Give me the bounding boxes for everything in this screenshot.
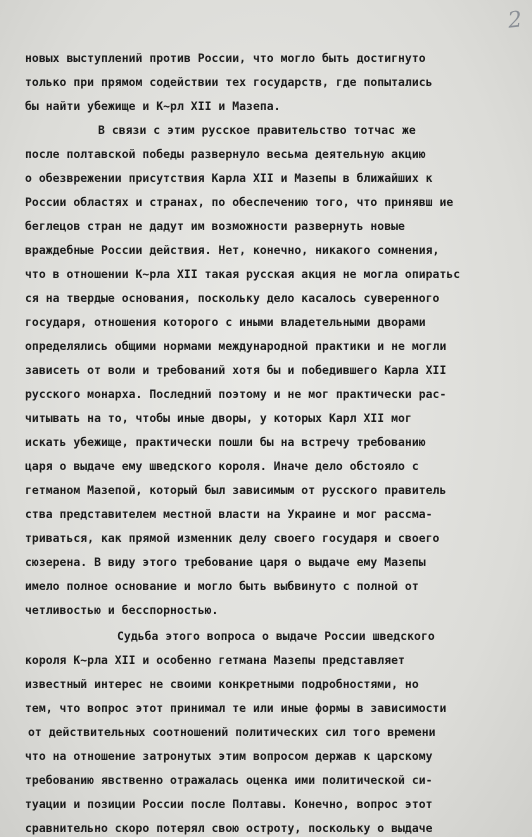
text-line: туации и позиции России после Полтавы. Конечно, вопрос этот [25,797,433,811]
page-number: 2 [506,7,524,34]
text-line: триваться, как прямой изменник делу своего государя и своего [25,531,440,545]
text-line: беглецов стран не дадут им возможности развернуть новые [25,219,405,233]
text-line: известный интерес не своими конкретными подробностями, но [25,677,419,691]
text-line: царя о выдаче ему шведского короля. Иначе дело обстояло с [25,459,419,473]
text-line: сравнительно скоро потерял свою остроту, поскольку о выдаче [25,821,433,835]
text-line: государя, отношения которого с иными владетельными дворами [25,315,426,329]
text-line: короля К~рла XII и особенно гетмана Мазепы представляет [25,653,405,667]
text-line: о обезврежении присутствия Карла XII и Мазепы в ближайших к [25,171,433,185]
text-line: гетманом Мазепой, который был зависимым от русского правитель [25,483,447,497]
text-line: читывать на то, чтобы иные дворы, у которых Карл XII мог [25,411,412,425]
text-line: зависеть от воли и требований хотя бы и победившего Карла XII [25,363,447,377]
text-line: ся на твердые основания, поскольку дело касалось суверенного [25,291,440,305]
text-line: тем, что вопрос этот принимал те или иные формы в зависимости [25,701,447,715]
text-line: что в отношении К~рла XII такая русская акция не могла опиратьс [25,267,461,281]
text-line: четливостью и бесспорностью. [25,603,219,617]
text-line: определялись общими нормами международной практики и не могли [25,339,447,353]
text-line: враждебные России действия. Нет, конечно, никакого сомнения, [25,243,440,257]
text-line: после полтавской победы развернуло весьма деятельную акцию [25,147,426,161]
text-line: требованию явственно отражалась оценка ими политической си- [25,773,433,787]
text-line: бы найти убежище и К~рл XII и Мазепа. [25,99,281,113]
text-line: новых выступлений против России, что могло быть достигнуто [25,51,426,65]
text-line: имело полное основание и могло быть выбвинуто с полной от [25,579,419,593]
text-line: В связи с этим русское правительство тотчас же [98,123,416,137]
text-line: от действительных соотношений политических сил того времени [28,725,436,739]
text-line: только при прямом содействии тех государств, где попытались [25,75,433,89]
text-line: сюзерена. В виду этого требование царя о выдаче ему Мазепы [25,555,426,569]
text-line: Судьба этого вопроса о выдаче России шведского [117,629,435,643]
text-line: что на отношение затронутых этим вопросом держав к царскому [25,749,433,763]
text-line: России областях и странах, по обеспечению того, что принявш ие [25,195,454,209]
text-line: русского монарха. Последний поэтому и не мог практически рас- [25,387,447,401]
text-line: искать убежище, практически пошли бы на встречу требованию [25,435,426,449]
text-line: ства представителем местной власти на Украине и мог рассма- [25,507,433,521]
